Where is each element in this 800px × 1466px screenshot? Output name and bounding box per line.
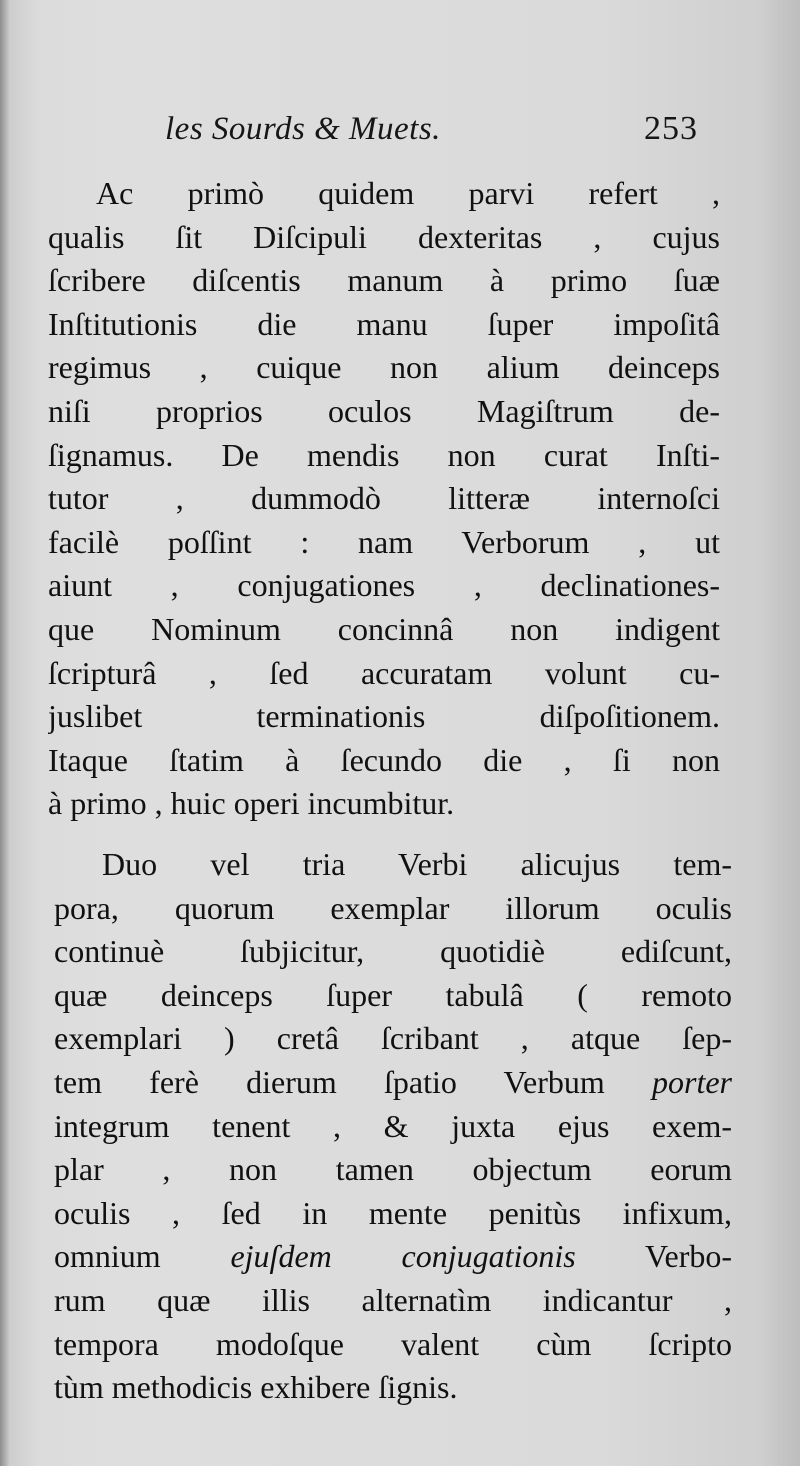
text-line: quæ deinceps ſuper tabulâ ( remoto [54,976,732,1013]
text-line: facilè poſſint : nam Verborum , ut [48,523,720,560]
text-line: ſcribere diſcentis manum à primo ſuæ [48,262,720,299]
text-line: plar , non tamen objectum eorum [54,1151,732,1188]
text-segment: tem ferè dierum ſpatio Verbum [54,1063,652,1100]
text-line: ſignamus. De mendis non curat Inſti- [48,436,720,473]
text-line: Itaque ſtatim à ſecundo die , ſi non [48,741,720,778]
text-segment: Verbo- [575,1238,732,1275]
text-line: rum quæ illis alternatìm indicantur , [54,1281,732,1318]
text-line: integrum tenent , & juxta ejus exem- [54,1107,732,1144]
text-line-with-italic [54,1235,732,1279]
text-line: exemplari ) cretâ ſcribant , atque ſep- [54,1020,732,1057]
text-segment: omnium [54,1238,231,1275]
text-line: juslibet terminationis diſpoſitionem. [48,698,720,735]
text-line: Duo vel tria Verbi alicujus tem- [102,846,732,882]
text-line: Ac primò quidem parvi refert , [96,175,720,211]
text-line: aiunt , conjugationes , declinationes- [48,567,720,604]
page-gutter-shadow [0,0,10,1466]
page-number: 253 [644,110,698,147]
text-line: tùm methodicis exhibere ſignis. [54,1369,458,1406]
text-line: à primo , huic operi incumbitur. [48,785,455,822]
text-line: ſcripturâ , ſed accuratam volunt cu- [48,654,720,691]
text-line: qualis ſit Diſcipuli dexteritas , cujus [48,218,720,255]
text-line: que Nominum concinnâ non indigent [48,610,720,647]
italic-word-porter: porter [652,1063,732,1100]
text-line: niſi proprios oculos Magiſtrum de- [48,392,720,429]
italic-phrase: ejuſdem conjugationis [230,1238,576,1275]
text-line: Inſtitutionis die manu ſuper impoſitâ [48,305,720,342]
paragraph-1 [48,172,720,826]
text-line-with-italic [54,1061,732,1105]
text-line: pora, quorum exemplar illorum oculis [54,889,732,926]
paragraph-2 [54,843,732,1410]
text-line: regimus , cuique non alium deinceps [48,349,720,386]
text-line: tutor , dummodò litteræ internoſci [48,480,720,517]
running-head [0,104,800,154]
running-head-title: les Sourds & Muets. [165,111,441,147]
text-line: oculis , ſed in mente penitùs infixum, [54,1194,732,1231]
text-line: tempora modoſque valent cùm ſcripto [54,1325,732,1362]
text-line: continuè ſubjicitur, quotidiè ediſcunt, [54,933,732,970]
